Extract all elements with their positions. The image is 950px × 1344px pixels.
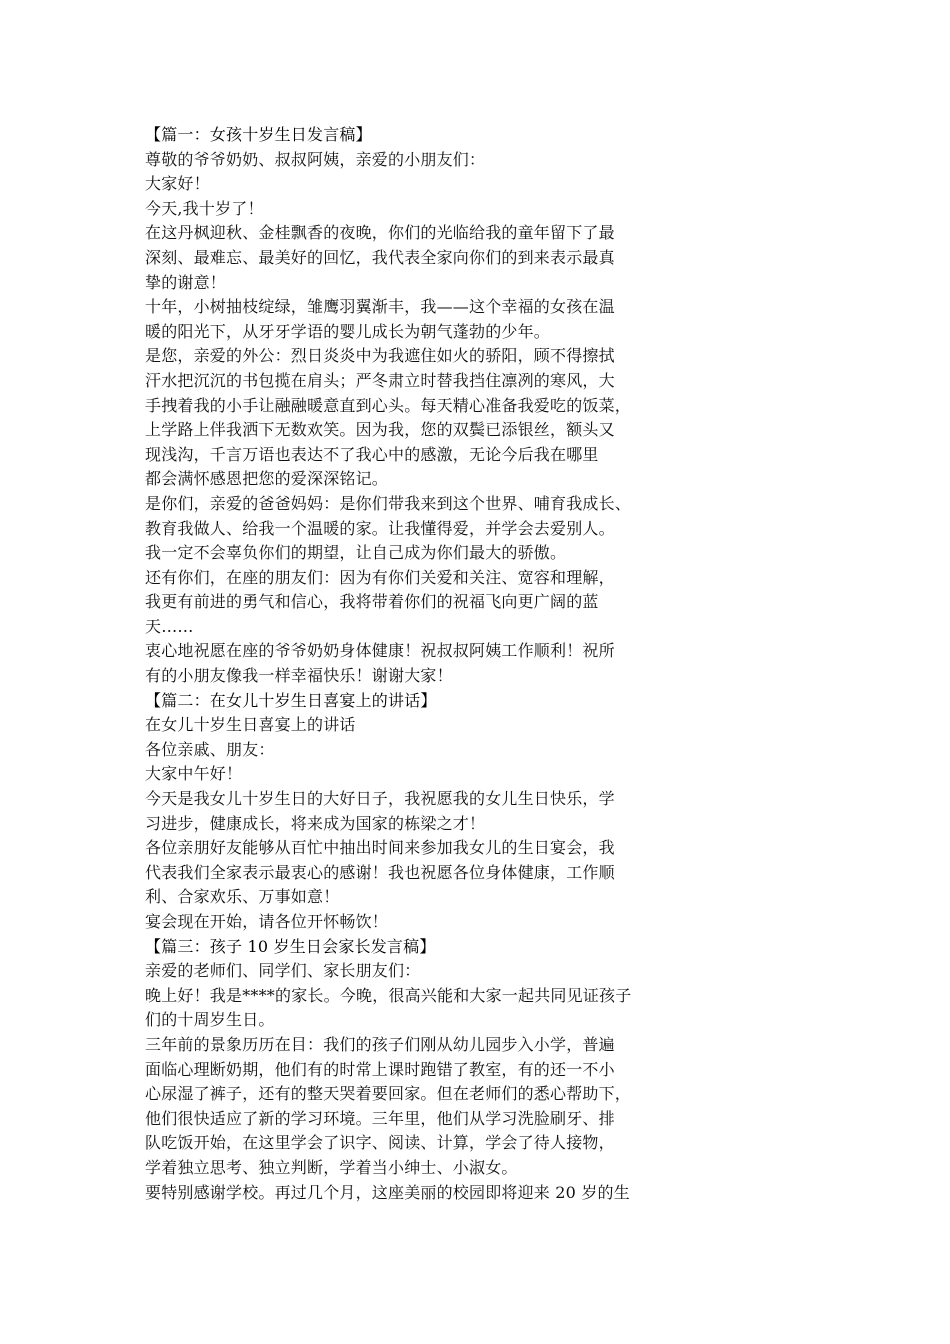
paragraph-line: 挚的谢意！ bbox=[145, 272, 227, 292]
section-heading: 【篇三：孩子 10 岁生日会家长发言稿】 bbox=[145, 936, 436, 956]
paragraph-line: 亲爱的老师们、同学们、家长朋友们： bbox=[145, 961, 421, 981]
paragraph-line: 队吃饭开始，在这里学会了识字、阅读、计算，学会了待人接物， bbox=[145, 1133, 615, 1153]
paragraph-line: 是您，亲爱的外公：烈日炎炎中为我遮住如火的骄阳，顾不得擦拭 bbox=[145, 346, 615, 366]
paragraph-line: 手拽着我的小手让融融暖意直到心头。每天精心准备我爱吃的饭菜， bbox=[145, 395, 632, 415]
document-body bbox=[145, 123, 665, 1205]
paragraph-line: 学着独立思考、独立判断，学着当小绅士、小淑女。 bbox=[145, 1157, 518, 1177]
paragraph-line: 深刻、最难忘、最美好的回忆，我代表全家向你们的到来表示最真 bbox=[145, 247, 615, 267]
paragraph-line: 还有你们，在座的朋友们：因为有你们关爱和关注、宽容和理解， bbox=[145, 567, 615, 587]
paragraph-line: 教育我做人、给我一个温暖的家。让我懂得爱，并学会去爱别人。 bbox=[145, 518, 615, 538]
paragraph-line: 尊敬的爷爷奶奶、叔叔阿姨，亲爱的小朋友们： bbox=[145, 149, 486, 169]
paragraph-line: 们的十周岁生日。 bbox=[145, 1010, 275, 1030]
paragraph-line: 在这丹枫迎秋、金桂飘香的夜晚，你们的光临给我的童年留下了最 bbox=[145, 223, 615, 243]
paragraph-line: 大家好！ bbox=[145, 174, 210, 194]
paragraph-line: 现浅沟，千言万语也表达不了我心中的感激，无论今后我在哪里 bbox=[145, 444, 599, 464]
section-heading: 【篇二：在女儿十岁生日喜宴上的讲话】 bbox=[145, 690, 437, 710]
paragraph-line: 今天,我十岁了！ bbox=[145, 198, 264, 218]
paragraph-line: 我一定不会辜负你们的期望，让自己成为你们最大的骄傲。 bbox=[145, 543, 567, 563]
paragraph-line: 我更有前进的勇气和信心，我将带着你们的祝福飞向更广阔的蓝 bbox=[145, 592, 599, 612]
paragraph-line: 衷心地祝愿在座的爷爷奶奶身体健康！祝叔叔阿姨工作顺利！祝所 bbox=[145, 641, 615, 661]
paragraph-line: 要特别感谢学校。再过几个月，这座美丽的校园即将迎来 20 岁的生 bbox=[145, 1182, 630, 1202]
paragraph-line: 在女儿十岁生日喜宴上的讲话 bbox=[145, 715, 356, 735]
paragraph-line: 十年，小树抽枝绽绿，雏鹰羽翼渐丰，我——这个幸福的女孩在温 bbox=[145, 297, 615, 317]
paragraph-line: 各位亲戚、朋友： bbox=[145, 739, 275, 759]
paragraph-line: 上学路上伴我洒下无数欢笑。因为我，您的双鬓已添银丝，额头又 bbox=[145, 420, 615, 440]
paragraph-line: 他们很快适应了新的学习环境。三年里，他们从学习洗脸刷牙、排 bbox=[145, 1108, 615, 1128]
paragraph-line: 天…… bbox=[145, 616, 194, 636]
paragraph-line: 大家中午好！ bbox=[145, 764, 243, 784]
paragraph-line: 都会满怀感恩把您的爱深深铭记。 bbox=[145, 469, 389, 489]
paragraph-line: 三年前的景象历历在目：我们的孩子们刚从幼儿园步入小学，普遍 bbox=[145, 1034, 615, 1054]
paragraph-line: 是你们，亲爱的爸爸妈妈：是你们带我来到这个世界、哺育我成长、 bbox=[145, 493, 632, 513]
paragraph-line: 宴会现在开始，请各位开怀畅饮！ bbox=[145, 912, 389, 931]
paragraph-line: 代表我们全家表示最衷心的感谢！我也祝愿各位身体健康，工作顺 bbox=[145, 862, 615, 882]
paragraph-line: 习进步，健康成长，将来成为国家的栋梁之才！ bbox=[145, 813, 486, 833]
paragraph-line: 面临心理断奶期，他们有的时常上课时跑错了教室，有的还一不小 bbox=[145, 1059, 615, 1079]
paragraph-line: 各位亲朋好友能够从百忙中抽出时间来参加我女儿的生日宴会，我 bbox=[145, 838, 615, 858]
paragraph-line: 今天是我女儿十岁生日的大好日子，我祝愿我的女儿生日快乐，学 bbox=[145, 789, 615, 809]
paragraph-line: 利、合家欢乐、万事如意！ bbox=[145, 887, 340, 907]
paragraph-line: 汗水把沉沉的书包揽在肩头；严冬肃立时替我挡住凛冽的寒风，大 bbox=[145, 370, 615, 390]
paragraph-line: 晚上好！我是****的家长。今晚，很高兴能和大家一起共同见证孩子 bbox=[145, 985, 632, 1005]
paragraph-line: 有的小朋友像我一样幸福快乐！谢谢大家！ bbox=[145, 666, 453, 686]
section-heading: 【篇一：女孩十岁生日发言稿】 bbox=[145, 125, 372, 144]
paragraph-line: 心尿湿了裤子，还有的整天哭着要回家。但在老师们的悉心帮助下， bbox=[145, 1084, 632, 1104]
paragraph-line: 暖的阳光下，从牙牙学语的婴儿成长为朝气蓬勃的少年。 bbox=[145, 321, 551, 341]
